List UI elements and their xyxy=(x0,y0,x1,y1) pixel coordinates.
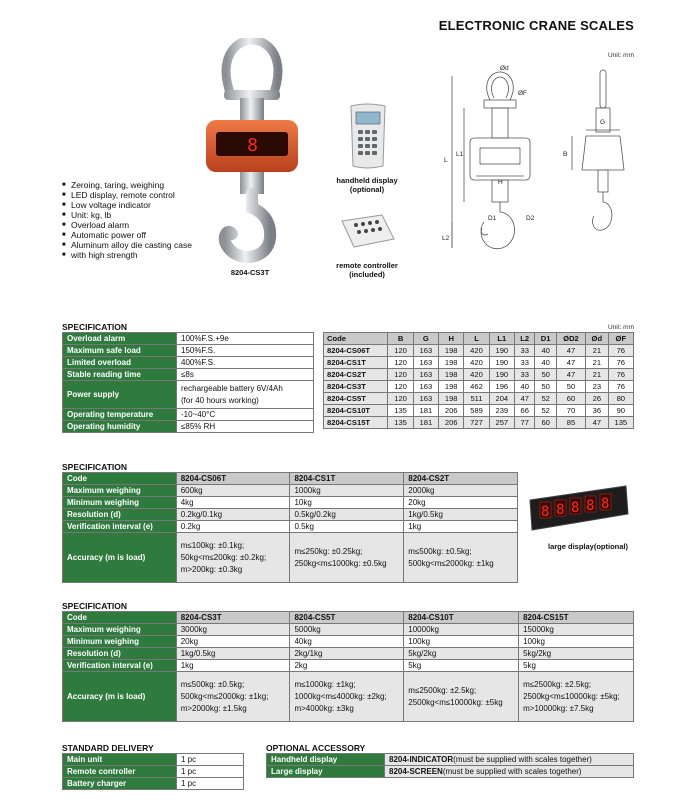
spec1-title: SPECIFICATION xyxy=(62,322,128,332)
dimension-value: 33 xyxy=(514,357,534,369)
dimension-value: 66 xyxy=(514,405,534,417)
dimension-value: 120 xyxy=(388,345,413,357)
dimension-value: 52 xyxy=(535,405,557,417)
table-row: Accuracy (m is load) m≤500kg: ±0.5kg; 500kg<m≤2000kg: ±1kg; m>2000kg: ±1.5kg m≤1000kg: ±1kg; 1000kg<m≤4000kg: ±2kg; m>4000kg: ±3kg m≤2500kg: ±2.5kg; 2500kg<m≤10000kg: ±5kg m≤2500kg: ±2.5kg; 2500kg<m≤10000kg: ±5kg; m>10000kg: ±7.5kg xyxy=(63,672,634,722)
svg-text:B: B xyxy=(563,151,568,158)
scale-led-digits: 8 xyxy=(247,135,257,156)
feature-item: ■ Overload alarm xyxy=(62,220,192,230)
delivery-title: STANDARD DELIVERY xyxy=(62,743,154,753)
dimension-code: 8204-CS15T xyxy=(324,417,388,429)
dimension-value: 47 xyxy=(556,369,585,381)
table-row: Remote controller 1 pc xyxy=(63,766,244,778)
dimension-value: 33 xyxy=(514,369,534,381)
dimension-value: 33 xyxy=(514,345,534,357)
handheld-display-image xyxy=(345,102,391,170)
spec2-table xyxy=(62,472,518,583)
table-row: Verification interval (e) 0.2kg 0.5kg 1kg xyxy=(63,521,518,533)
table-row xyxy=(324,417,634,429)
spec2-title: SPECIFICATION xyxy=(62,462,128,472)
table-row: Resolution (d) 1kg/0.5kg 2kg/1kg 5kg/2kg 5kg/2kg xyxy=(63,648,634,660)
dimension-value: 76 xyxy=(608,381,633,393)
table-row: Stable reading time ≤8s xyxy=(63,369,314,381)
dimension-value: 727 xyxy=(464,417,489,429)
dimension-value: 36 xyxy=(586,405,609,417)
svg-text:Ød: Ød xyxy=(500,65,509,72)
table-row: Operating humidity ≤85% RH xyxy=(63,421,314,433)
optional-table xyxy=(266,753,634,778)
spec1-table xyxy=(62,332,314,433)
dimension-value: 198 xyxy=(439,381,464,393)
dimension-code: 8204-CS2T xyxy=(324,369,388,381)
dimension-value: 120 xyxy=(388,357,413,369)
dimension-value: 198 xyxy=(439,369,464,381)
svg-text:8: 8 xyxy=(571,500,580,516)
feature-item: ■ Low voltage indicator xyxy=(62,200,192,210)
svg-text:8: 8 xyxy=(541,504,550,520)
dimension-value: 190 xyxy=(489,357,514,369)
dimension-value: 163 xyxy=(413,381,438,393)
dimension-value: 135 xyxy=(608,417,633,429)
dimension-value: 163 xyxy=(413,345,438,357)
dimension-code: 8204-CS3T xyxy=(324,381,388,393)
dimension-value: 60 xyxy=(556,393,585,405)
dimension-value: 181 xyxy=(413,405,438,417)
table-row xyxy=(324,393,634,405)
dimension-value: 420 xyxy=(464,369,489,381)
dimension-value: 120 xyxy=(388,393,413,405)
dimension-value: 257 xyxy=(489,417,514,429)
dimensions-body xyxy=(324,345,634,429)
large-display-caption: large display(optional) xyxy=(547,542,628,551)
remote-controller-image xyxy=(338,213,398,249)
table-row: Maximum weighing 600kg 1000kg 2000kg xyxy=(63,485,518,497)
dimension-value: 239 xyxy=(489,405,514,417)
dimension-value: 21 xyxy=(586,345,609,357)
svg-text:8: 8 xyxy=(556,502,565,518)
table-row: Power supply rechargeable battery 6V/4Ah (for 40 hours working) xyxy=(63,381,314,409)
page-title: ELECTRONIC CRANE SCALES xyxy=(438,18,634,33)
table-row: Minimum weighing 4kg 10kg 20kg xyxy=(63,497,518,509)
dimension-value: 181 xyxy=(413,417,438,429)
dimension-value: 50 xyxy=(535,369,557,381)
dimension-value: 90 xyxy=(608,405,633,417)
table-row: Verification interval (e) 1kg 2kg 5kg 5kg xyxy=(63,660,634,672)
dimension-value: 135 xyxy=(388,405,413,417)
table-row: Limited overload 400%F.S. xyxy=(63,357,314,369)
svg-text:L: L xyxy=(444,157,448,164)
feature-item: ■ Unit: kg, lb xyxy=(62,210,192,220)
dimension-value: 76 xyxy=(608,369,633,381)
unit-note-table: Unit: mm xyxy=(608,324,634,331)
dimension-value: 80 xyxy=(608,393,633,405)
spec3-title: SPECIFICATION xyxy=(62,601,128,611)
svg-text:D1: D1 xyxy=(488,215,497,222)
dimension-value: 85 xyxy=(556,417,585,429)
table-row: Resolution (d) 0.2kg/0.1kg 0.5kg/0.2kg 1kg/0.5kg xyxy=(63,509,518,521)
table-row xyxy=(324,345,634,357)
dimensions-table xyxy=(323,332,634,429)
dimension-value: 163 xyxy=(413,357,438,369)
dimension-value: 47 xyxy=(556,357,585,369)
dimension-value: 204 xyxy=(489,393,514,405)
feature-item: ■ with high strength xyxy=(62,250,192,260)
dimension-code: 8204-CS06T xyxy=(324,345,388,357)
dimension-value: 190 xyxy=(489,345,514,357)
technical-drawing-front xyxy=(432,62,562,270)
dimension-value: 589 xyxy=(464,405,489,417)
dimension-value: 47 xyxy=(556,345,585,357)
dimension-value: 196 xyxy=(489,381,514,393)
dimension-code: 8204-CS5T xyxy=(324,393,388,405)
table-row: Overload alarm 100%F.S.+9e xyxy=(63,333,314,345)
dimension-value: 47 xyxy=(586,417,609,429)
svg-text:D2: D2 xyxy=(526,215,535,222)
dimension-value: 52 xyxy=(535,393,557,405)
feature-item: ■ Aluminum alloy die casting case xyxy=(62,240,192,250)
dimension-value: 462 xyxy=(464,381,489,393)
dimension-value: 76 xyxy=(608,357,633,369)
dimension-value: 511 xyxy=(464,393,489,405)
dimension-value: 47 xyxy=(514,393,534,405)
table-row xyxy=(324,405,634,417)
large-display-image xyxy=(528,484,632,534)
table-row: Maximum weighing 3000kg 5000kg 10000kg 15000kg xyxy=(63,624,634,636)
dimension-value: 77 xyxy=(514,417,534,429)
dimension-value: 420 xyxy=(464,345,489,357)
dimension-value: 21 xyxy=(586,369,609,381)
svg-text:8: 8 xyxy=(586,498,595,514)
table-row: Operating temperature -10~40°C xyxy=(63,409,314,421)
table-row: Code B G H L L1 L2 D1 ØD2 Ød ØF xyxy=(324,333,634,345)
dimension-value: 26 xyxy=(586,393,609,405)
remote-caption: remote controller (included) xyxy=(336,261,398,279)
table-row xyxy=(324,357,634,369)
feature-item: ■ LED display, remote control xyxy=(62,190,192,200)
dimension-code: 8204-CS10T xyxy=(324,405,388,417)
table-row: Handheld display 8204-INDICATOR(must be supplied with scales together) xyxy=(267,754,634,766)
table-row: Battery charger 1 pc xyxy=(63,778,244,790)
dimension-value: 163 xyxy=(413,369,438,381)
feature-item: ■ Automatic power off xyxy=(62,230,192,240)
dimension-value: 50 xyxy=(535,381,557,393)
svg-text:H: H xyxy=(498,179,503,186)
dimension-value: 50 xyxy=(556,381,585,393)
dimension-value: 21 xyxy=(586,357,609,369)
dimension-value: 70 xyxy=(556,405,585,417)
spec3-table xyxy=(62,611,634,722)
svg-text:L2: L2 xyxy=(442,235,450,242)
delivery-table xyxy=(62,753,244,790)
unit-note-top: Unit: mm xyxy=(608,52,634,59)
dimension-value: 420 xyxy=(464,357,489,369)
optional-title: OPTIONAL ACCESSORY xyxy=(266,743,366,753)
svg-text:8: 8 xyxy=(601,496,610,512)
dimension-value: 40 xyxy=(535,357,557,369)
dimension-value: 135 xyxy=(388,417,413,429)
table-row: Large display 8204-SCREEN(must be supplied with scales together) xyxy=(267,766,634,778)
dimension-code: 8204-CS1T xyxy=(324,357,388,369)
table-row: Maximum safe load 150%F.S. xyxy=(63,345,314,357)
handheld-caption: handheld display (optional) xyxy=(336,176,398,194)
feature-list xyxy=(62,180,192,260)
table-row: Code 8204-CS06T 8204-CS1T 8204-CS2T xyxy=(63,473,518,485)
dimension-value: 40 xyxy=(514,381,534,393)
svg-text:G: G xyxy=(600,119,606,126)
dimension-value: 190 xyxy=(489,369,514,381)
technical-drawing-side xyxy=(560,62,640,252)
table-row: Accuracy (m is load) m≤100kg: ±0.1kg; 50kg<m≤200kg: ±0.2kg; m>200kg: ±0.3kg m≤250kg: ±0.25kg; 250kg<m≤1000kg: ±0.5kg m≤500kg: ±0.5kg; 500kg<m≤2000kg: ±1kg xyxy=(63,533,518,583)
table-row: Main unit 1 pc xyxy=(63,754,244,766)
crane-scale-image xyxy=(196,38,306,268)
dimension-value: 76 xyxy=(608,345,633,357)
dimension-value: 120 xyxy=(388,369,413,381)
dimension-value: 198 xyxy=(439,357,464,369)
svg-text:ØF: ØF xyxy=(518,90,528,97)
dimension-value: 60 xyxy=(535,417,557,429)
dimension-value: 163 xyxy=(413,393,438,405)
table-row: Minimum weighing 20kg 40kg 100kg 100kg xyxy=(63,636,634,648)
dimension-value: 198 xyxy=(439,345,464,357)
table-row: Code 8204-CS3T 8204-CS5T 8204-CS10T 8204-CS15T xyxy=(63,612,634,624)
dimension-value: 23 xyxy=(586,381,609,393)
main-model-caption: 8204-CS3T xyxy=(230,268,270,277)
dimension-value: 40 xyxy=(535,345,557,357)
svg-text:L1: L1 xyxy=(456,151,464,158)
dimension-value: 120 xyxy=(388,381,413,393)
table-row xyxy=(324,369,634,381)
dimension-value: 198 xyxy=(439,393,464,405)
feature-item: ■ Zeroing, taring, weighing xyxy=(62,180,192,190)
table-row xyxy=(324,381,634,393)
dimension-value: 206 xyxy=(439,417,464,429)
dimension-value: 206 xyxy=(439,405,464,417)
